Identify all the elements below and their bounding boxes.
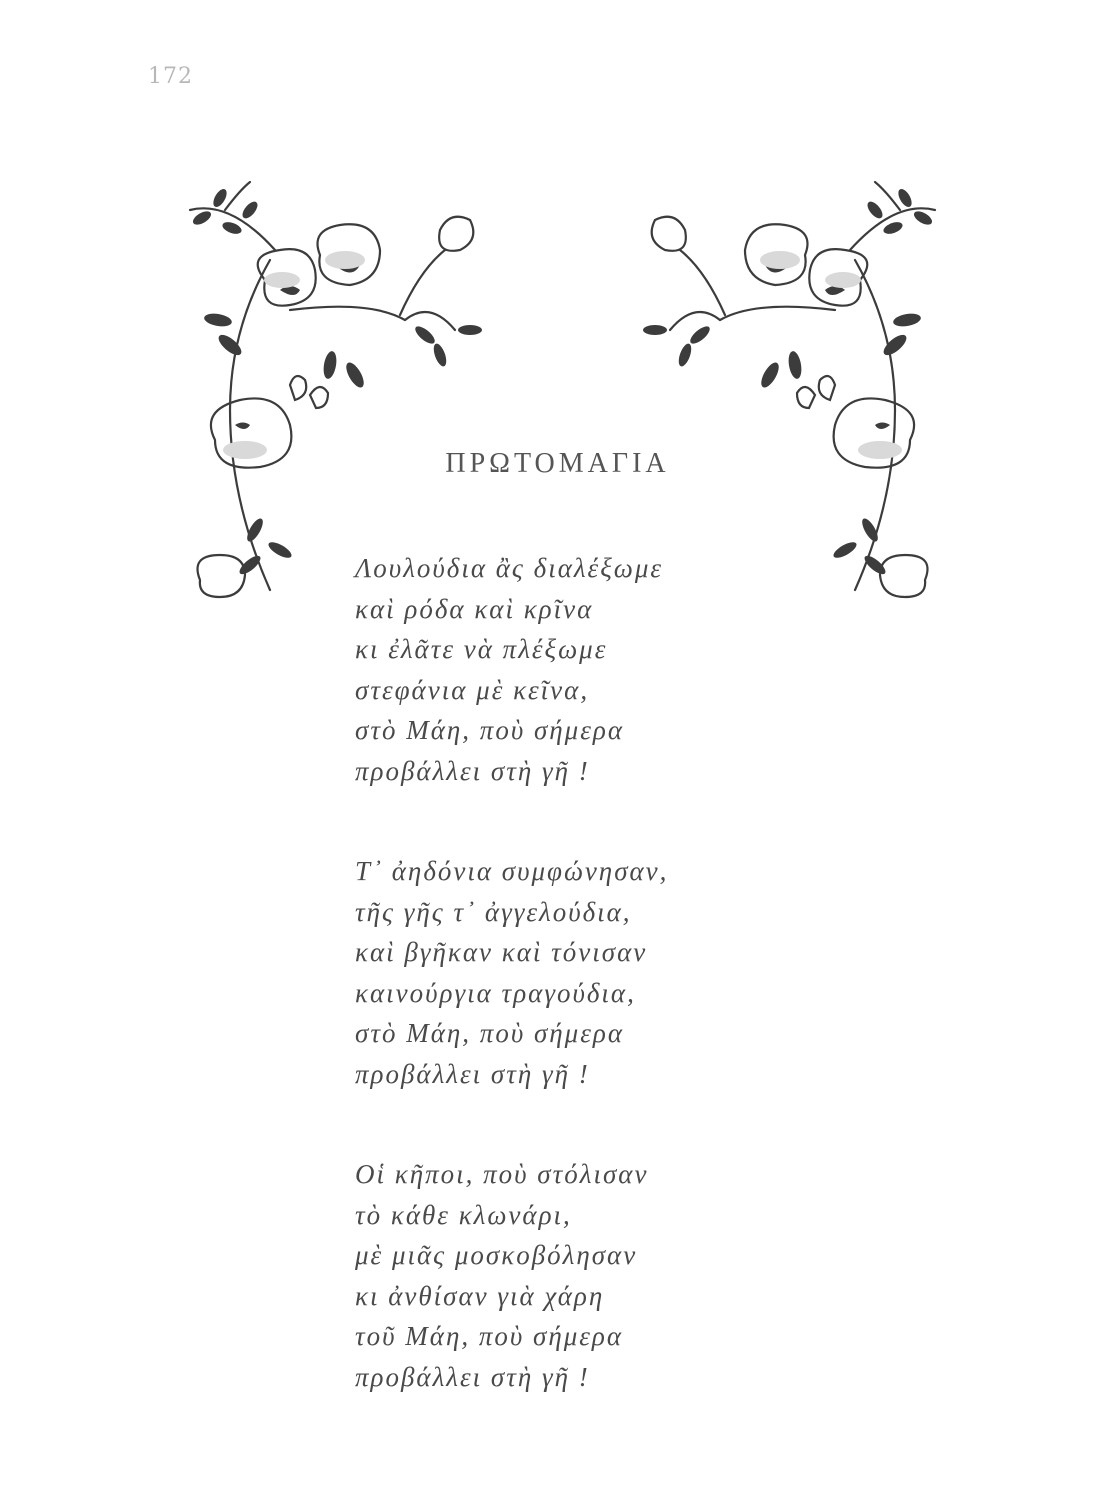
poem-line: Τ᾽ ἀηδόνια συμφώνησαν, <box>355 856 669 886</box>
poem-line: καινούργια τραγούδια, <box>355 977 636 1008</box>
stanza <box>355 851 775 1094</box>
poem-line: καὶ βγῆκαν καὶ τόνισαν <box>355 937 648 967</box>
poem-line: μὲ μιᾶς μοσκοβόλησαν <box>355 1240 638 1270</box>
poem-line: στεφάνια μὲ κεῖνα, <box>355 674 590 705</box>
poem-line: καὶ ρόδα καὶ κρῖνα <box>355 593 594 624</box>
poem-line: κι ἀνθίσαν γιὰ χάρη <box>355 1280 605 1311</box>
page-number: 172 <box>148 64 193 89</box>
poem-line: στὸ Μάη, ποὺ σήμερα <box>355 1018 624 1048</box>
poem-line: τῆς γῆς τ᾽ ἀγγελούδια, <box>355 896 632 927</box>
poem-line: Οἱ κῆποι, ποὺ στόλισαν <box>355 1159 649 1189</box>
poem-line: κι ἐλᾶτε νὰ πλέξωμε <box>355 634 608 664</box>
poem-line: προβάλλει στὴ γῆ ! <box>355 755 590 786</box>
poem-body <box>355 548 775 1457</box>
poem-line: προβάλλει στὴ γῆ ! <box>355 1058 590 1089</box>
stanza <box>355 548 775 791</box>
poem-line: τοῦ Μάη, ποὺ σήμερα <box>355 1321 624 1351</box>
poem-line: προβάλλει στὴ γῆ ! <box>355 1361 590 1392</box>
stanza <box>355 1154 775 1397</box>
poem-line: στὸ Μάη, ποὺ σήμερα <box>355 715 624 745</box>
poem-title: ΠΡΩΤΟΜΑΓΙΑ <box>445 448 670 479</box>
poem-line: τὸ κάθε κλωνάρι, <box>355 1199 572 1230</box>
poem-line: Λουλούδια ἂς διαλέξωμε <box>355 553 664 583</box>
